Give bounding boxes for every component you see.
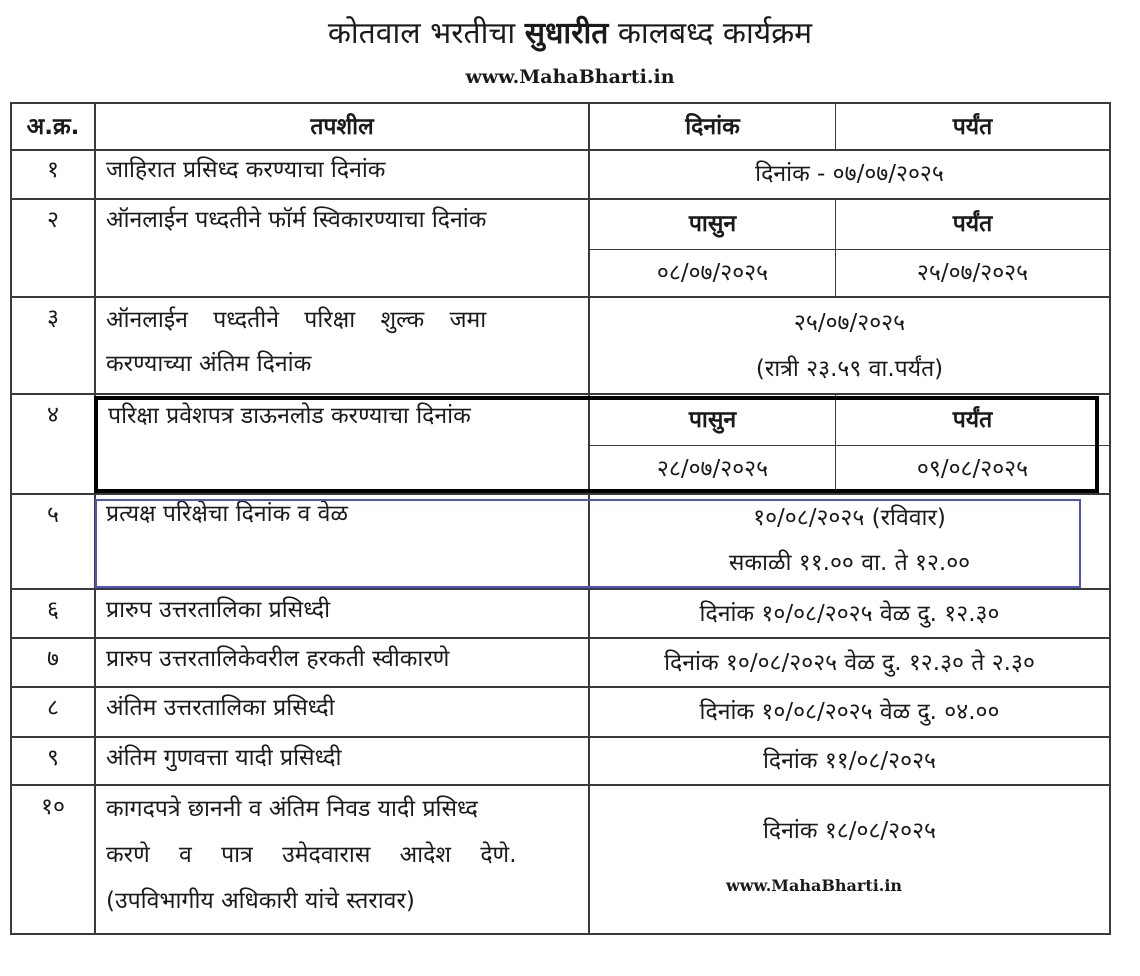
row-number: ४ xyxy=(47,402,59,428)
website-link: www.MahaBharti.in xyxy=(465,66,675,88)
row-date: दिनांक ११/०८/२०२५ xyxy=(762,748,937,774)
row-detail: अंतिम उत्तरतालिका प्रसिध्दी xyxy=(106,695,335,721)
row-detail: जाहिरात प्रसिध्द करण्याचा दिनांक xyxy=(106,157,386,183)
row-number: ९ xyxy=(47,745,59,771)
header-details: तपशील xyxy=(310,113,374,140)
row-date: २५/०७/२०२५ xyxy=(793,310,906,336)
page-title: कोतवाल भरतीचा सुधारीत कालबध्द कार्यक्रम xyxy=(327,16,813,51)
row-number: ६ xyxy=(47,597,59,623)
row-detail: कागदपत्रे छाननी व अंतिम निवड यादी प्रसिध्द करणे व पात्र उमेदवारास आदेश देणे. (उपविभागीय अधिकारी यांचे स्तरावर) xyxy=(106,796,517,914)
to-label: पर्यंत xyxy=(952,211,993,237)
header-serial: अ.क्र. xyxy=(26,113,80,140)
row-date: दिनांक - ०७/०७/२०२५ xyxy=(755,161,944,187)
row-detail: प्रारुप उत्तरतालिकेवरील हरकती स्वीकारणे xyxy=(106,646,450,672)
highlight-box xyxy=(95,499,1081,588)
row-number: १ xyxy=(47,157,59,183)
row-number: ३ xyxy=(47,305,59,331)
header-until: पर्यंत xyxy=(952,113,993,140)
row-note: (रात्री २३.५९ वा.पर्यंत) xyxy=(755,356,944,382)
to-date: ०९/०८/२०२५ xyxy=(916,456,1029,482)
highlight-box xyxy=(94,396,1099,493)
row-number: ८ xyxy=(47,695,59,721)
row-detail: अंतिम गुणवत्ता यादी प्रसिध्दी xyxy=(106,745,342,771)
from-date: ०८/०७/२०२५ xyxy=(656,260,769,286)
to-label: पर्यंत xyxy=(952,407,993,433)
row-number: १० xyxy=(41,794,65,820)
watermark-text: www.MahaBharti.in xyxy=(726,876,903,895)
row-date: दिनांक १८/०८/२०२५ xyxy=(762,818,937,844)
row-detail: ऑनलाईन पध्दतीने परिक्षा शुल्क जमा करण्याच्या अंतिम दिनांक xyxy=(106,307,487,377)
row-date: १०/०८/२०२५ (रविवार) xyxy=(753,505,946,531)
from-label: पासुन xyxy=(688,211,737,237)
row-date: दिनांक १०/०८/२०२५ वेळ दु. ०४.०० xyxy=(699,699,1000,725)
to-date: २५/०७/२०२५ xyxy=(916,260,1029,286)
row-detail: प्रारुप उत्तरतालिका प्रसिध्दी xyxy=(106,597,331,623)
header-date: दिनांक xyxy=(685,113,740,140)
row-time: सकाळी ११.०० वा. ते १२.०० xyxy=(728,550,971,576)
row-detail: ऑनलाईन पध्दतीने फॉर्म स्विकारण्याचा दिनांक xyxy=(106,207,487,233)
row-number: ५ xyxy=(47,502,59,528)
from-date: २८/०७/२०२५ xyxy=(656,456,769,482)
row-number: ७ xyxy=(47,646,59,672)
row-date: दिनांक १०/०८/२०२५ वेळ दु. १२.३० ते २.३० xyxy=(664,650,1035,676)
row-date: दिनांक १०/०८/२०२५ वेळ दु. १२.३० xyxy=(699,601,1000,627)
row-detail: प्रत्यक्ष परिक्षेचा दिनांक व वेळ xyxy=(106,501,348,527)
row-number: २ xyxy=(47,207,59,233)
row-detail: परिक्षा प्रवेशपत्र डाऊनलोड करण्याचा दिनांक xyxy=(108,403,471,429)
from-label: पासुन xyxy=(688,407,737,433)
